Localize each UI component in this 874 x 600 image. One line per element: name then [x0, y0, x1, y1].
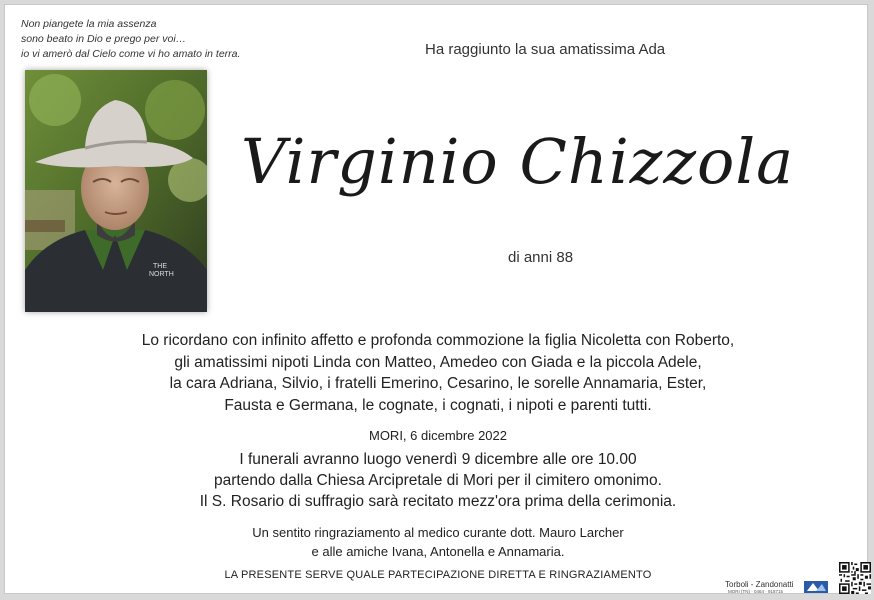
remembrance-line: gli amatissimi nipoti Linda con Matteo, Amedeo con Giada e la piccola Adele, — [174, 353, 702, 371]
epitaph-line: sono beato in Dio e prego per voi… — [21, 33, 187, 45]
intro-text: Ha raggiunto la sua amatissima Ada — [425, 41, 666, 58]
qr-code-icon[interactable] — [839, 562, 871, 594]
funeral-line: Il S. Rosario di suffragio sarà recitato mezz'ora prima della cerimonia. — [199, 493, 677, 510]
epitaph-line: Non piangete la mia assenza — [21, 18, 157, 30]
remembrance-line: la cara Adriana, Silvio, i fratelli Emerino, Cesarino, le sorelle Annamaria, Ester, — [169, 375, 707, 392]
epitaph-quote — [21, 17, 281, 62]
svg-text:THE: THE — [153, 263, 167, 270]
remembrance-line: Fausta e Germana, le cognate, i cognati, i nipoti e parenti tutti. — [224, 396, 652, 414]
obituary-card — [4, 4, 868, 594]
thanks-line: Un sentito ringraziamento al medico curante dott. Mauro Larcher — [252, 525, 624, 540]
funeral-home-logo — [720, 580, 835, 594]
remembrance-paragraph — [5, 330, 868, 416]
brand-contact: MORI (TN) · 0464 · 918715 — [728, 589, 784, 594]
funeral-line: partendo dalla Chiesa Arcipretale di Mori per il cimitero omonimo. — [214, 472, 662, 489]
participation-notice: LA PRESENTE SERVE QUALE PARTECIPAZIONE DIRETTA E RINGRAZIAMENTO — [224, 569, 652, 581]
remembrance-line: Lo ricordano con infinito affetto e profonda commozione la figlia Nicoletta con Roberto, — [141, 332, 735, 349]
svg-text:NORTH: NORTH — [149, 271, 174, 278]
deceased-photo — [25, 70, 207, 312]
thanks-line: e alle amiche Ivana, Antonella e Annamaria. — [311, 544, 565, 559]
brand-name: Torboli - Zandonatti — [725, 580, 794, 589]
funeral-home-logo-icon — [804, 581, 828, 593]
deceased-age: di anni 88 — [508, 249, 574, 266]
epitaph-line: io vi amerò dal Cielo come vi ho amato in terra. — [21, 48, 241, 60]
place-date: MORI, 6 dicembre 2022 — [368, 428, 507, 443]
portrait-image — [25, 70, 207, 312]
deceased-name: Virginio Chizzola — [241, 125, 795, 198]
funeral-details — [5, 449, 868, 512]
funeral-line: I funerali avranno luogo venerdì 9 dicembre alle ore 10.00 — [239, 451, 637, 468]
thanks-paragraph — [5, 523, 868, 561]
